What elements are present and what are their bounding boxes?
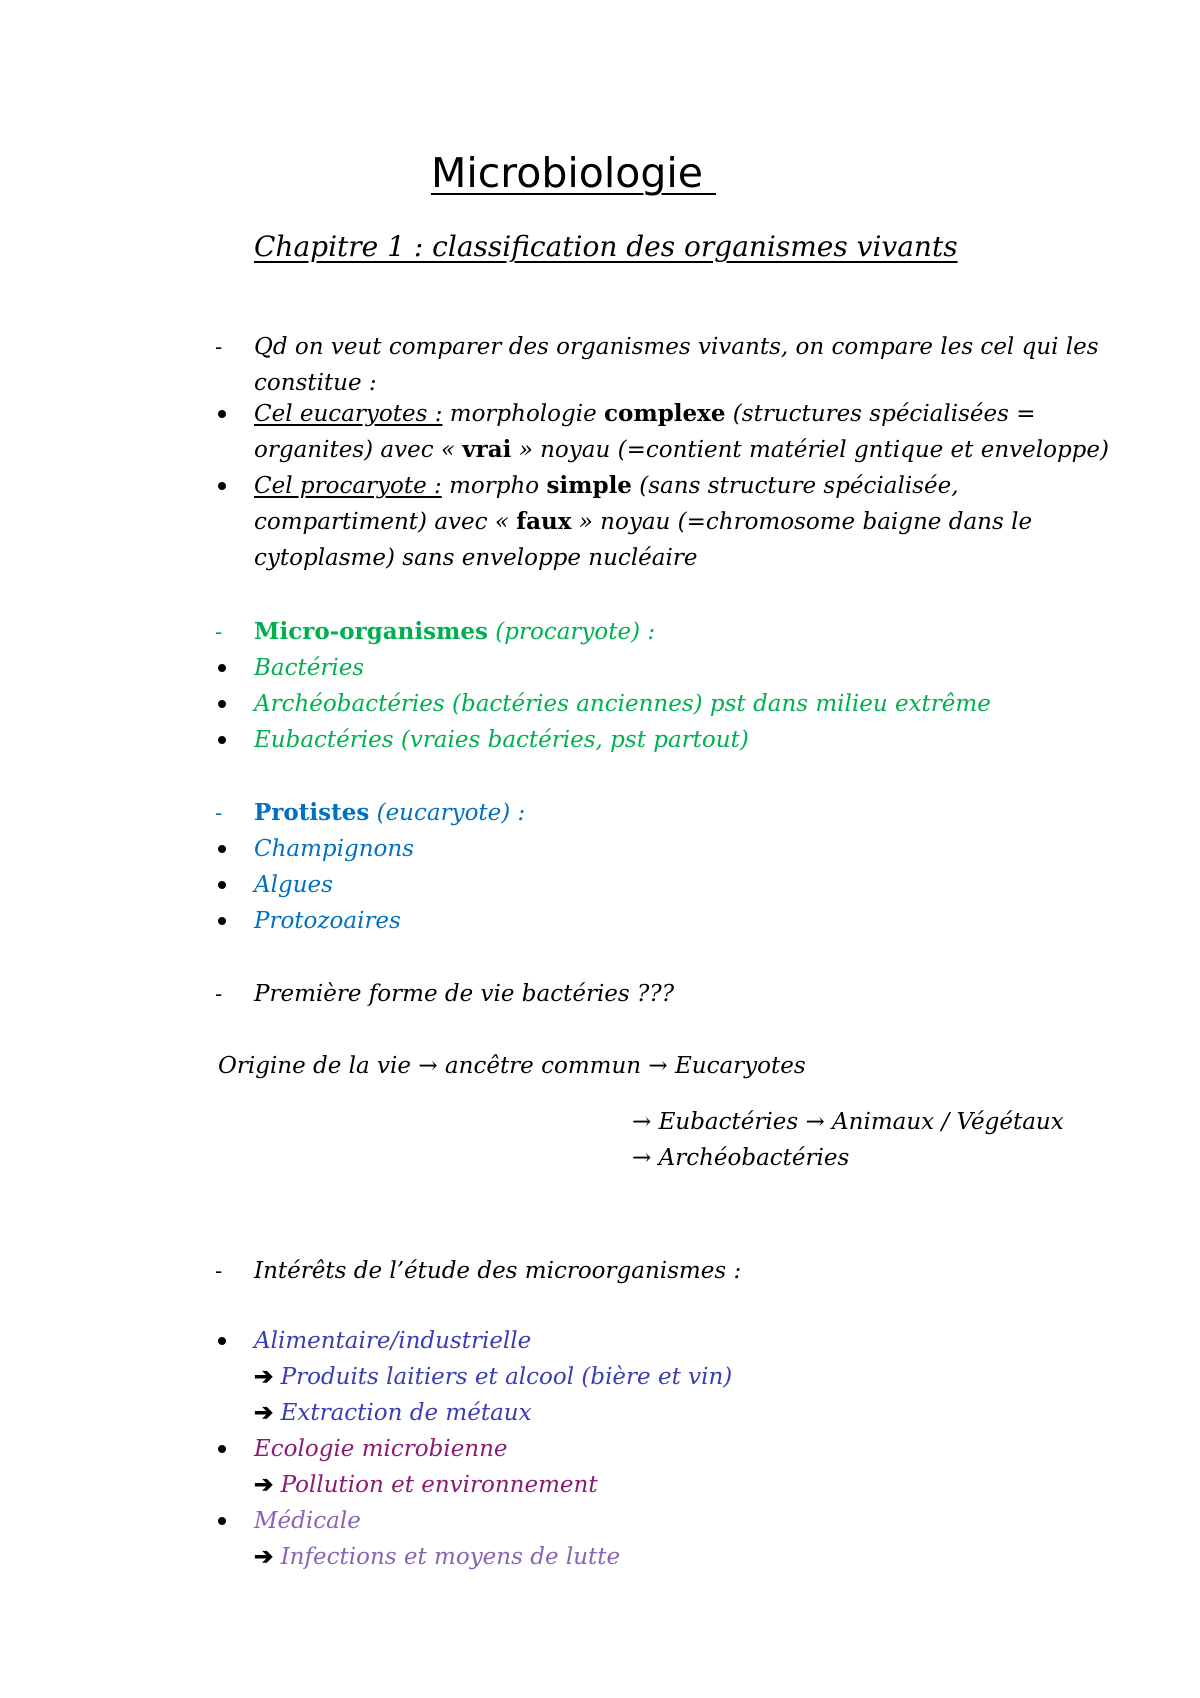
arrow-right-bold-icon: ➔ (254, 1543, 274, 1570)
interest-dairy-alcohol: ➔ Produits laitiers et alcool (bière et vin) (254, 1363, 733, 1390)
list-item: Algues (254, 872, 333, 898)
bullet-icon (218, 881, 226, 889)
origin-branch-archaebacteria: → Archéobactéries (632, 1145, 850, 1171)
eukaryote-line-2: organites) avec « vrai » noyau (=contient matériel gntique et enveloppe) (254, 436, 1109, 463)
bullet-icon (218, 410, 226, 418)
arrow-right-icon: → (632, 1145, 652, 1171)
dash-marker: - (215, 1259, 223, 1283)
arrow-right-bold-icon: ➔ (254, 1471, 274, 1498)
list-item: Eubactéries (vraies bactéries, pst partout) (254, 727, 749, 753)
origin-line: Origine de la vie → ancêtre commun → Eucaryotes (218, 1053, 806, 1079)
bullet-icon (218, 917, 226, 925)
list-item: Champignons (254, 836, 415, 862)
bullet-icon (218, 1445, 226, 1453)
interest-ecology: Ecologie microbienne (254, 1436, 508, 1462)
dash-marker: - (215, 982, 223, 1006)
prokaryote-label: Cel procaryote : (254, 473, 442, 499)
prokaryote-line-2: compartiment) avec « faux » noyau (=chromosome baigne dans le (254, 508, 1033, 535)
protists-heading: Protistes (eucaryote) : (254, 799, 526, 826)
interest-metal-extraction: ➔ Extraction de métaux (254, 1399, 532, 1426)
arrow-right-icon: → (648, 1053, 668, 1079)
list-item: Bactéries (254, 655, 365, 681)
arrow-right-bold-icon: ➔ (254, 1399, 274, 1426)
arrow-right-icon: → (805, 1109, 825, 1135)
prokaryote-line-3: cytoplasme) sans enveloppe nucléaire (254, 545, 698, 571)
interest-food-industry: Alimentaire/industrielle (254, 1328, 532, 1354)
list-item: Archéobactéries (bactéries anciennes) pst dans milieu extrême (254, 691, 991, 717)
document-title: Microbiologie (431, 149, 716, 197)
bullet-icon (218, 700, 226, 708)
first-life-question: Première forme de vie bactéries ??? (254, 981, 675, 1007)
interests-heading: Intérêts de l’étude des microorganismes : (254, 1258, 742, 1284)
interest-pollution: ➔ Pollution et environnement (254, 1471, 598, 1498)
bullet-icon (218, 482, 226, 490)
micro-organisms-heading: Micro-organismes (procaryote) : (254, 618, 656, 645)
chapter-subtitle: Chapitre 1 : classification des organismes vivants (254, 230, 958, 263)
interest-infections: ➔ Infections et moyens de lutte (254, 1543, 621, 1570)
intro-line-1: Qd on veut comparer des organismes vivants, on compare les cel qui les (254, 334, 1099, 360)
bullet-icon (218, 1337, 226, 1345)
interest-medical: Médicale (254, 1508, 361, 1534)
eukaryote-line-1: Cel eucaryotes : morphologie complexe (structures spécialisées = (254, 400, 1036, 427)
dash-marker: - (215, 801, 223, 825)
intro-line-2: constitue : (254, 370, 377, 396)
prokaryote-line-1: Cel procaryote : morpho simple (sans structure spécialisée, (254, 472, 959, 499)
dash-marker: - (215, 620, 223, 644)
bullet-icon (218, 736, 226, 744)
eukaryote-label: Cel eucaryotes : (254, 401, 443, 427)
bullet-icon (218, 1517, 226, 1525)
arrow-right-icon: → (632, 1109, 652, 1135)
bullet-icon (218, 845, 226, 853)
arrow-right-icon: → (418, 1053, 438, 1079)
bullet-icon (218, 664, 226, 672)
list-item: Protozoaires (254, 908, 401, 934)
arrow-right-bold-icon: ➔ (254, 1363, 274, 1390)
dash-marker: - (215, 335, 223, 359)
origin-branch-eubacteria: → Eubactéries → Animaux / Végétaux (632, 1109, 1064, 1135)
